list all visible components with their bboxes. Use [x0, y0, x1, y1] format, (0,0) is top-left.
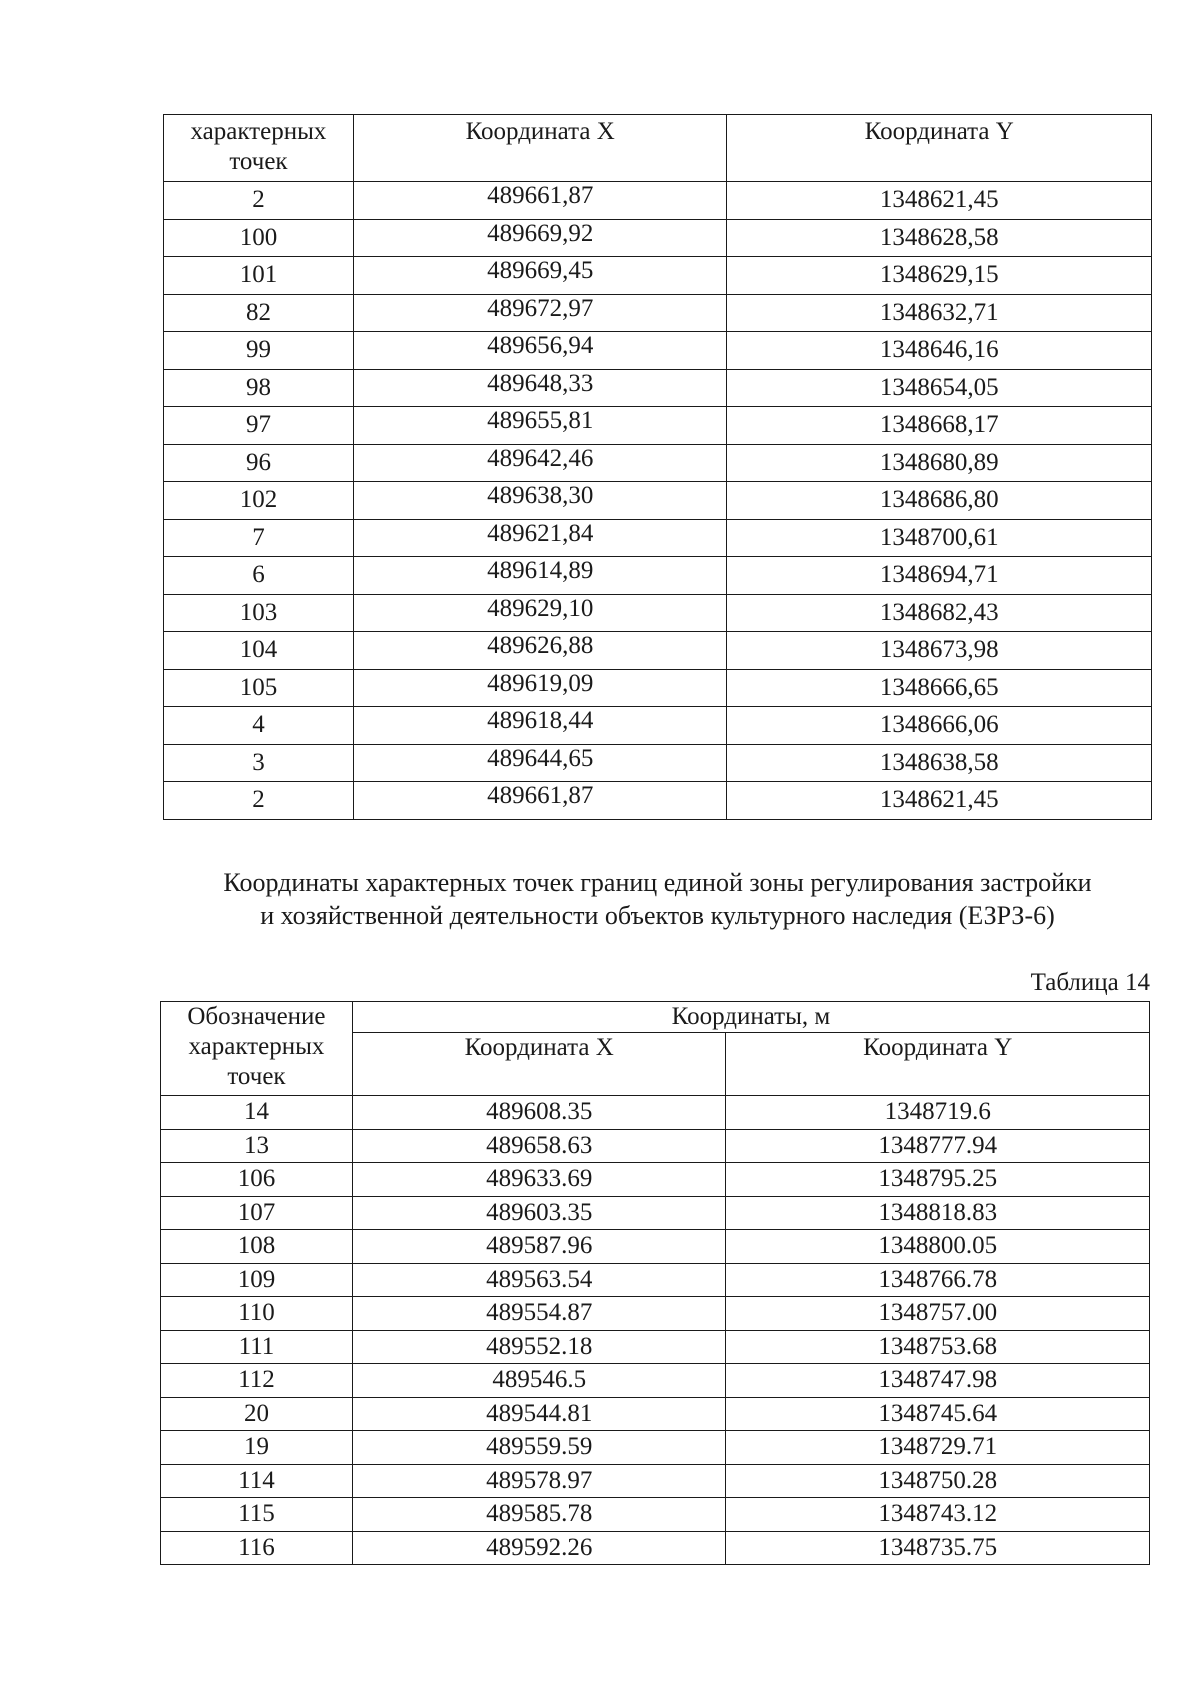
table-row: [164, 294, 1152, 332]
cell-coordinate-x: 489587.96: [486, 1232, 593, 1260]
cell-coordinate-y: 1348654,05: [879, 373, 999, 401]
cell-point: 14: [243, 1098, 269, 1126]
table-row: [161, 1531, 1150, 1565]
cell-coordinate-y: 1348646,16: [879, 336, 999, 364]
cell-coordinate-y: 1348673,98: [879, 636, 999, 664]
cell-coordinate-y: 1348666,65: [879, 673, 999, 701]
table-row: [161, 1464, 1150, 1498]
cell-coordinate-y: 1348766.78: [878, 1265, 998, 1293]
cell-point: 102: [239, 486, 278, 514]
cell-point: 105: [239, 673, 278, 701]
cell-point: 19: [243, 1433, 269, 1461]
cell-coordinate-x: 489603.35: [486, 1198, 593, 1226]
caption-line-1: Координаты характерных точек границ единой зоны регулирования застройки: [223, 868, 1092, 897]
coordinates-table-14: [160, 1001, 1150, 1565]
table-row: [161, 1431, 1150, 1465]
cell-coordinate-x: 489661,87: [487, 782, 594, 810]
cell-point: 111: [238, 1332, 275, 1360]
cell-coordinate-y: 1348719.6: [884, 1098, 991, 1126]
cell-coordinate-y: 1348638,58: [879, 748, 999, 776]
table-row: [161, 1230, 1150, 1264]
cell-coordinate-y: 1348700,61: [879, 523, 999, 551]
table-row: [161, 1397, 1150, 1431]
cell-coordinate-x: 489608.35: [486, 1098, 593, 1126]
cell-coordinate-x: 489642,46: [487, 444, 594, 472]
cell-point: 112: [238, 1366, 275, 1394]
table-row: [164, 257, 1152, 295]
cell-coordinate-x: 489661,87: [487, 182, 594, 210]
header-coordinate-x: Координата X: [352, 1033, 726, 1096]
cell-point: 101: [239, 261, 278, 289]
cell-point: 110: [238, 1299, 275, 1327]
table-row: [164, 369, 1152, 407]
cell-coordinate-x: 489578.97: [486, 1466, 593, 1494]
cell-coordinate-y: 1348694,71: [879, 561, 999, 589]
cell-point: 7: [252, 523, 265, 551]
table-row: [161, 1129, 1150, 1163]
table-header-row: [164, 115, 1152, 182]
cell-coordinate-y: 1348680,89: [879, 448, 999, 476]
cell-point: 20: [243, 1399, 269, 1427]
cell-point: 104: [239, 636, 278, 664]
cell-coordinate-y: 1348735.75: [878, 1533, 998, 1561]
cell-coordinate-x: 489633.69: [486, 1165, 593, 1193]
header-points: характерных точек: [164, 115, 354, 182]
table-row: [164, 407, 1152, 445]
cell-coordinate-y: 1348747.98: [878, 1366, 998, 1394]
cell-coordinate-y: 1348757.00: [878, 1299, 998, 1327]
cell-coordinate-x: 489644,65: [487, 744, 594, 772]
table-row: [164, 744, 1152, 782]
table-row: [164, 632, 1152, 670]
cell-coordinate-x: 489669,45: [487, 257, 594, 285]
cell-point: 99: [245, 336, 271, 364]
cell-coordinate-y: 1348686,80: [879, 486, 999, 514]
cell-coordinate-y: 1348800.05: [878, 1232, 998, 1260]
cell-coordinate-y: 1348621,45: [879, 786, 999, 814]
cell-coordinate-y: 1348743.12: [878, 1500, 998, 1528]
table-row: [164, 219, 1152, 257]
cell-coordinate-x: 489619,09: [487, 669, 594, 697]
cell-coordinate-x: 489621,84: [487, 519, 594, 547]
cell-point: 97: [245, 411, 271, 439]
table-row: [161, 1498, 1150, 1532]
table-row: [164, 707, 1152, 745]
cell-point: 108: [237, 1232, 276, 1260]
cell-coordinate-y: 1348750.28: [878, 1466, 998, 1494]
cell-coordinate-x: 489585.78: [486, 1500, 593, 1528]
cell-coordinate-x: 489638,30: [487, 482, 594, 510]
cell-point: 116: [238, 1533, 275, 1561]
table-row: [164, 669, 1152, 707]
table-row: [164, 594, 1152, 632]
cell-coordinate-y: 1348628,58: [879, 223, 999, 251]
table-row: [161, 1163, 1150, 1197]
header-coordinate-y: Координата Y: [727, 115, 1152, 182]
cell-point: 4: [252, 711, 265, 739]
table-header-row: [161, 1002, 1150, 1033]
table-row: [161, 1096, 1150, 1130]
cell-point: 98: [245, 373, 271, 401]
cell-coordinate-y: 1348621,45: [879, 186, 999, 214]
table-row: [164, 782, 1152, 820]
cell-coordinate-x: 489546.5: [492, 1366, 587, 1394]
header-coordinate-y: Координата Y: [726, 1033, 1150, 1096]
table-row: [164, 444, 1152, 482]
cell-coordinate-x: 489626,88: [487, 632, 594, 660]
cell-coordinate-x: 489614,89: [487, 557, 594, 585]
cell-coordinate-y: 1348753.68: [878, 1332, 998, 1360]
table-number-label: Таблица 14: [1030, 969, 1150, 996]
table-row: [161, 1196, 1150, 1230]
cell-point: 109: [237, 1265, 276, 1293]
cell-point: 2: [252, 186, 265, 214]
table-row: [161, 1364, 1150, 1398]
cell-coordinate-y: 1348745.64: [878, 1399, 998, 1427]
cell-coordinate-x: 489554.87: [486, 1299, 593, 1327]
header-coordinates: Координаты, м: [352, 1002, 1149, 1033]
caption-line-2: и хозяйственной деятельности объектов культурного наследия (ЕЗРЗ-6): [260, 901, 1055, 930]
table-row: [164, 519, 1152, 557]
cell-point: 106: [237, 1165, 276, 1193]
table-row: [164, 482, 1152, 520]
cell-point: 2: [252, 786, 265, 814]
cell-coordinate-x: 489563.54: [486, 1265, 593, 1293]
section-caption: [163, 866, 1152, 932]
cell-coordinate-x: 489552.18: [486, 1332, 593, 1360]
cell-coordinate-y: 1348777.94: [878, 1131, 998, 1159]
cell-point: 100: [239, 223, 278, 251]
cell-coordinate-x: 489544.81: [486, 1399, 593, 1427]
cell-point: 107: [237, 1198, 276, 1226]
cell-point: 6: [252, 561, 265, 589]
table-row: [161, 1297, 1150, 1331]
cell-coordinate-x: 489669,92: [487, 219, 594, 247]
table-row: [164, 557, 1152, 595]
cell-point: 96: [245, 448, 271, 476]
cell-coordinate-x: 489618,44: [487, 707, 594, 735]
cell-point: 13: [243, 1131, 269, 1159]
cell-point: 103: [239, 598, 278, 626]
table-row: [161, 1330, 1150, 1364]
cell-coordinate-y: 1348629,15: [879, 261, 999, 289]
cell-coordinate-x: 489648,33: [487, 369, 594, 397]
cell-coordinate-x: 489629,10: [487, 594, 594, 622]
cell-coordinate-y: 1348666,06: [879, 711, 999, 739]
cell-coordinate-y: 1348795.25: [878, 1165, 998, 1193]
cell-coordinate-y: 1348632,71: [879, 298, 999, 326]
table-row: [161, 1263, 1150, 1297]
cell-coordinate-x: 489656,94: [487, 332, 594, 360]
cell-point: 114: [238, 1466, 275, 1494]
table-row: [164, 182, 1152, 220]
cell-coordinate-x: 489672,97: [487, 294, 594, 322]
cell-point: 82: [245, 298, 271, 326]
cell-coordinate-y: 1348668,17: [879, 411, 999, 439]
cell-point: 115: [238, 1500, 275, 1528]
cell-coordinate-x: 489655,81: [487, 407, 594, 435]
table-row: [164, 332, 1152, 370]
cell-point: 3: [252, 748, 265, 776]
header-designation: Обозначение характерных точек: [161, 1002, 353, 1096]
cell-coordinate-x: 489559.59: [486, 1433, 593, 1461]
cell-coordinate-x: 489658.63: [486, 1131, 593, 1159]
cell-coordinate-x: 489592.26: [486, 1533, 593, 1561]
cell-coordinate-y: 1348682,43: [879, 598, 999, 626]
cell-coordinate-y: 1348818.83: [878, 1198, 998, 1226]
cell-coordinate-y: 1348729.71: [878, 1433, 998, 1461]
coordinates-table-continued: [163, 114, 1152, 820]
header-coordinate-x: Координата X: [353, 115, 727, 182]
